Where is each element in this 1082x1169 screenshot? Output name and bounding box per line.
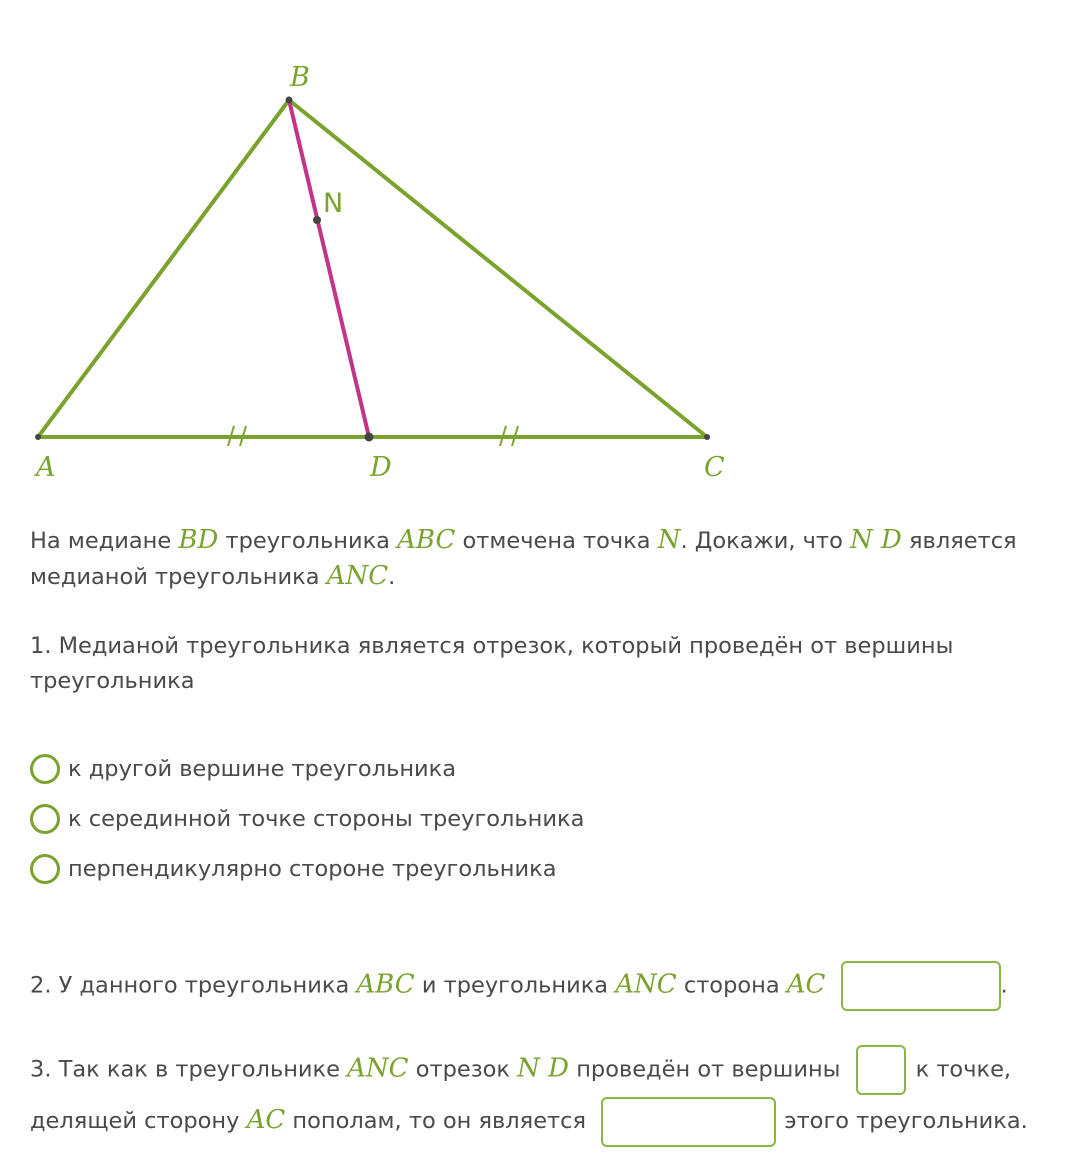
point-c: [704, 434, 710, 440]
question-text: делящей сторону: [30, 1108, 247, 1134]
option-other-vertex[interactable]: [30, 752, 456, 786]
question-3-line1: [30, 1045, 1011, 1095]
answer-box-3b[interactable]: [601, 1097, 776, 1147]
question-text: этого треугольника.: [784, 1108, 1028, 1134]
question-text: пополам, то он является: [285, 1108, 587, 1134]
answer-box-3a[interactable]: [856, 1045, 906, 1095]
option-label: к другой вершине треугольника: [68, 756, 457, 782]
problem-statement-line2: [30, 558, 395, 595]
question-text: .: [1000, 972, 1008, 999]
radio-icon[interactable]: [30, 804, 60, 834]
label-d: D: [370, 452, 392, 483]
problem-statement-line1: [30, 522, 1017, 559]
label-c: C: [704, 452, 725, 483]
label-a: A: [36, 452, 56, 483]
math-ac: AC: [786, 969, 826, 1000]
option-midpoint[interactable]: [30, 802, 584, 836]
label-b: B: [290, 62, 310, 93]
question-text: 2. У данного треугольника: [30, 972, 357, 999]
math-anc: ANC: [347, 1053, 409, 1084]
question-text: 3. Так как в треугольнике: [30, 1056, 348, 1083]
question-text: отрезок: [408, 1056, 518, 1083]
side-ab: [38, 100, 289, 437]
math-anc: ANC: [326, 561, 389, 591]
question-text: проведён от вершины: [569, 1056, 841, 1083]
triangle-figure: [0, 0, 800, 500]
question-text: сторона: [676, 972, 787, 999]
question-2: [30, 961, 1008, 1011]
question-text: к точке,: [915, 1056, 1012, 1083]
question-1-line1: 1. Медианой треугольника является отрезок, который проведён от вершины: [30, 633, 954, 659]
point-d: [365, 433, 374, 442]
math-anc: ANC: [615, 969, 677, 1000]
median-bd: [289, 100, 369, 437]
problem-text: треугольника: [218, 528, 398, 554]
label-n: N: [323, 188, 344, 219]
math-nd: N D: [850, 525, 902, 555]
math-nd: N D: [517, 1053, 570, 1084]
answer-box-2[interactable]: [841, 961, 1001, 1011]
option-label: к серединной точке стороны треугольника: [68, 806, 585, 832]
problem-text: . Докажи, что: [680, 528, 850, 554]
point-a: [35, 434, 41, 440]
math-abc: ABC: [356, 969, 415, 1000]
point-n: [313, 216, 321, 224]
math-abc: ABC: [397, 525, 456, 555]
math-bd: BD: [178, 525, 219, 555]
side-bc: [289, 100, 707, 437]
problem-text: медианой треугольника: [30, 564, 327, 590]
problem-text: является: [901, 528, 1017, 554]
problem-text: .: [388, 564, 396, 590]
problem-text: отмечена точка: [455, 528, 658, 554]
question-3-line2: [30, 1095, 1028, 1147]
math-n: N: [657, 525, 681, 555]
radio-icon[interactable]: [30, 854, 60, 884]
question-text: и треугольника: [414, 972, 616, 999]
question-1-line2: треугольника: [30, 668, 195, 694]
math-ac: AC: [246, 1105, 286, 1135]
radio-icon[interactable]: [30, 754, 60, 784]
option-label: перпендикулярно стороне треугольника: [68, 856, 557, 882]
point-b: [286, 97, 293, 104]
option-perpendicular[interactable]: [30, 852, 557, 886]
problem-text: На медиане: [30, 528, 179, 554]
